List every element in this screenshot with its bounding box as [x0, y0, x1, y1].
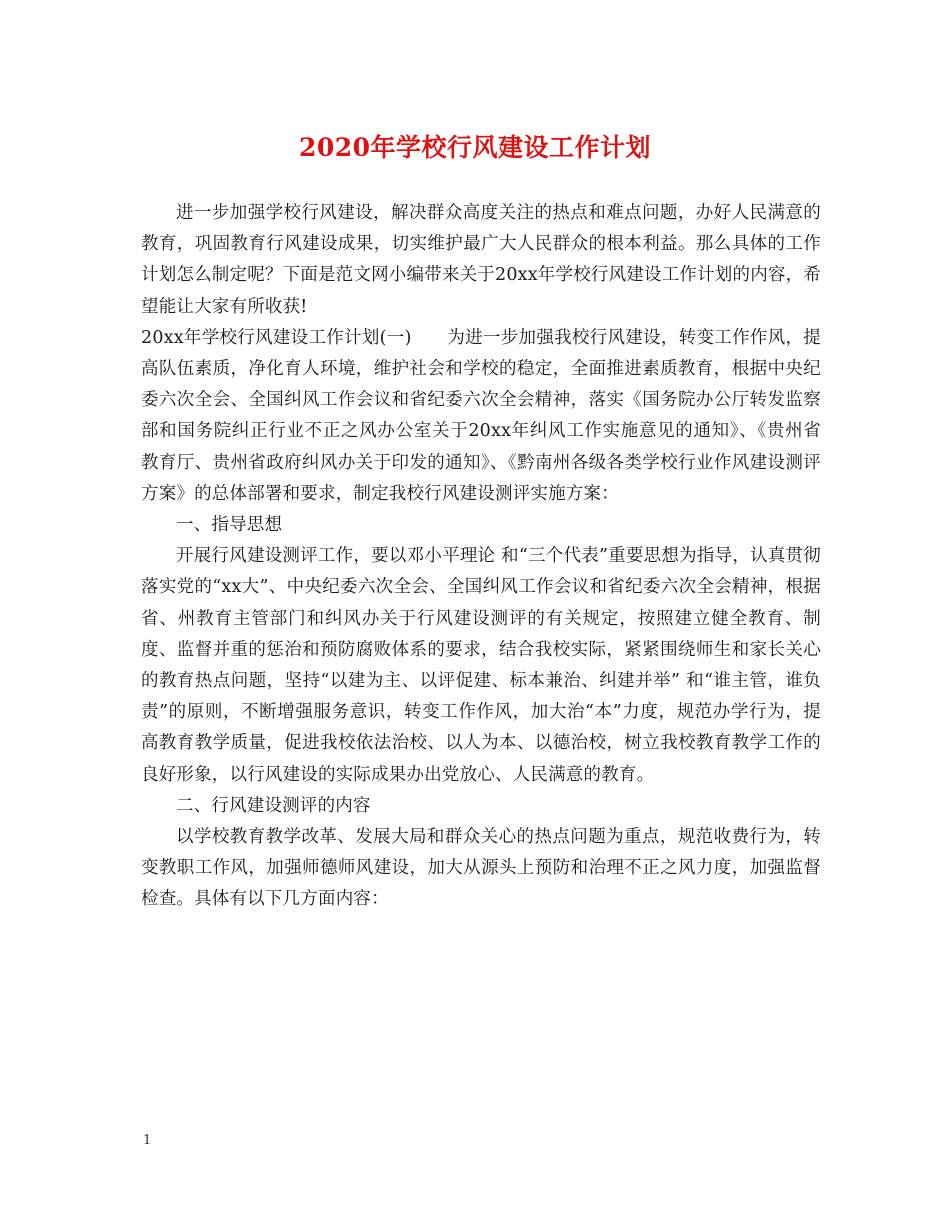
section-heading-evaluation-content: 二、行风建设测评的内容: [176, 795, 371, 816]
document-title: 2020年学校行风建设工作计划: [298, 133, 652, 162]
evaluation-content-paragraph: 以学校教育教学改革、发展大局和群众关心的热点问题为重点，规范收费行为，转变教职工作风，加强师德师风建设，加大从源头上预防和治理不正之风力度，加强监督检查。具体有以下几方面内容：: [141, 827, 821, 910]
section-heading-guiding-ideology: 一、指导思想: [176, 515, 283, 536]
page-number: 1: [143, 1133, 152, 1148]
plan-paragraph: 20xx年学校行风建设工作计划(一) 为进一步加强我校行风建设，转变工作作风，提高队伍素质，净化育人环境，维护社会和学校的稳定，全面推进素质教育，根据中央纪委六次全会、全国纠风工作会议和省纪委六次全会精神，落实《国务院办公厅转发监察部和国务院纠正行业不正之风办公室关于20xx年纠风工作实施意见的通知》、《贵州省教育厅、贵州省政府纠风办关于印发的通知》、《黔南州各级各类学校行业作风建设测评方案》的总体部署和要求，制定我校行风建设测评实施方案：: [141, 327, 821, 504]
document-body: [141, 198, 821, 916]
intro-paragraph: 进一步加强学校行风建设，解决群众高度关注的热点和难点问题，办好人民满意的教育，巩固教育行风建设成果，切实维护最广大人民群众的根本利益。那么具体的工作计划怎么制定呢？下面是范文网小编带来关于20xx年学校行风建设工作计划的内容，希望能让大家有所收获!: [141, 203, 822, 317]
guiding-ideology-paragraph: 开展行风建设测评工作，要以邓小平理论 和“三个代表”重要思想为指导，认真贯彻落实党的“xx大”、中央纪委六次全会、全国纠风工作会议和省纪委六次全会精神，根据省、州教育主管部门和纠风办关于行风建设测评的有关规定，按照建立健全教育、制度、监督并重的惩治和预防腐败体系的要求，结合我校实际，紧紧围绕师生和家长关心的教育热点问题，坚持“以建为主、以评促建、标本兼治、纠建并举” 和“谁主管，谁负责”的原则，不断增强服务意识，转变工作作风，加大治“本”力度，规范办学行为，提高教育教学质量，促进我校依法治校、以人为本、以德治校，树立我校教育教学工作的良好形象，以行风建设的实际成果办出党放心、人民满意的教育。: [141, 546, 821, 785]
